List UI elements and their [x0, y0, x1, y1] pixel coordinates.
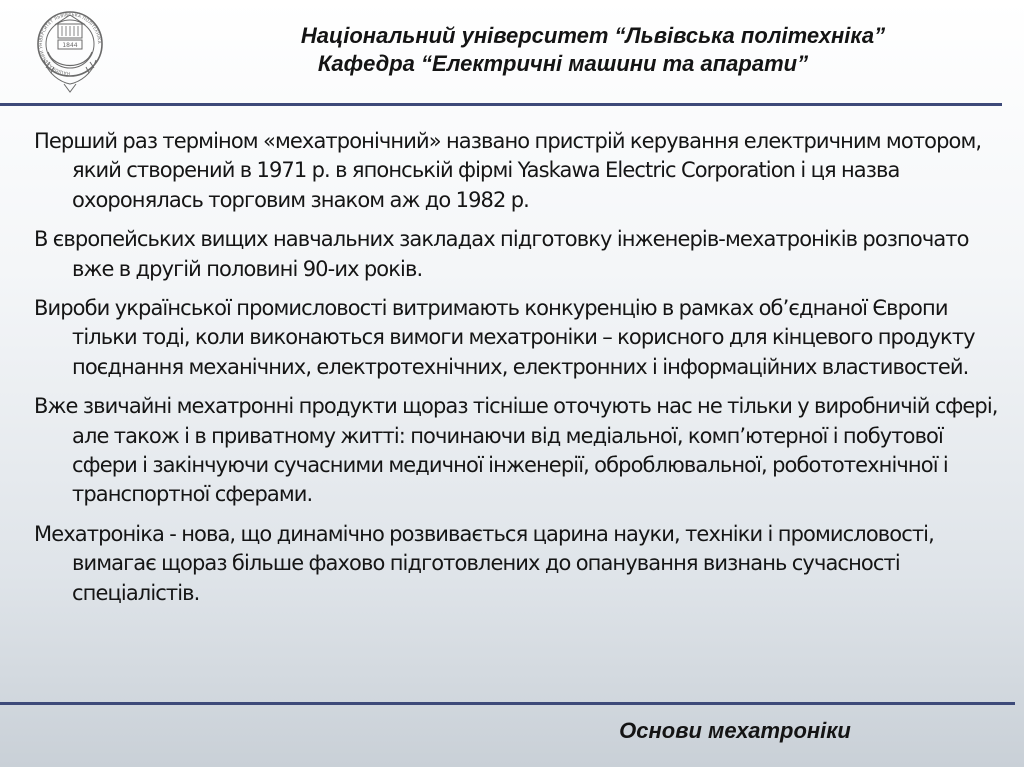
slide-body: [34, 127, 1004, 618]
paragraph-5: Мехатроніка - нова, що динамічно розвивається царина науки, техніки і промисловості, вимагає щораз більше фахово підготовлених до опанування визнань сучасності спеціалістів.: [34, 521, 934, 605]
paragraph-1: Перший раз терміном «мехатронічний» названо пристрій керування електричним мотором, який створений в 1971 р. в японській фірмі Yaskawa Electric Corporation і ця назва охоронялась торговим знаком аж до 1982 р.: [34, 129, 982, 212]
seal-year: 1844: [62, 42, 78, 49]
paragraph-3: Вироби української промисловості витримають конкуренцію в рамках об’єднаної Європи тільки тоді, коли виконаються вимоги мехатроніки – корисного для кінцевого продукту поєднання механічних, електротехнічних, електронних і інформаційних властивостей.: [34, 296, 975, 379]
seal-ring-text: НАЦІОНАЛЬНИЙ УНІВЕРСИТЕТ ЛЬВІВСЬКА ПОЛІТЕХНІКА: [38, 11, 103, 77]
course-title: Основи мехатроніки: [619, 718, 851, 743]
header-divider: [0, 103, 1002, 106]
paragraph-4: Вже звичайні мехатронні продукти щораз тісніше оточують нас не тільки у виробничій сфері, але також і в приватному житті: починаючи від медіальної, комп’ютерної і побутової сфери і закінчуючи сучасними медичної інженерії, оброблювальної, робототехнічної і транспортної сферами.: [34, 394, 998, 507]
paragraph-2: В європейських вищих навчальних закладах підготовку інженерів-мехатроніків розпочато вже в другій половині 90-их років.: [34, 227, 969, 281]
university-name: Національний університет “Львівська політехніка”: [300, 23, 886, 48]
footer-divider: [0, 702, 1015, 705]
department-name: Кафедра “Електричні машини та апарати”: [317, 51, 809, 76]
university-seal-icon: [34, 2, 106, 94]
